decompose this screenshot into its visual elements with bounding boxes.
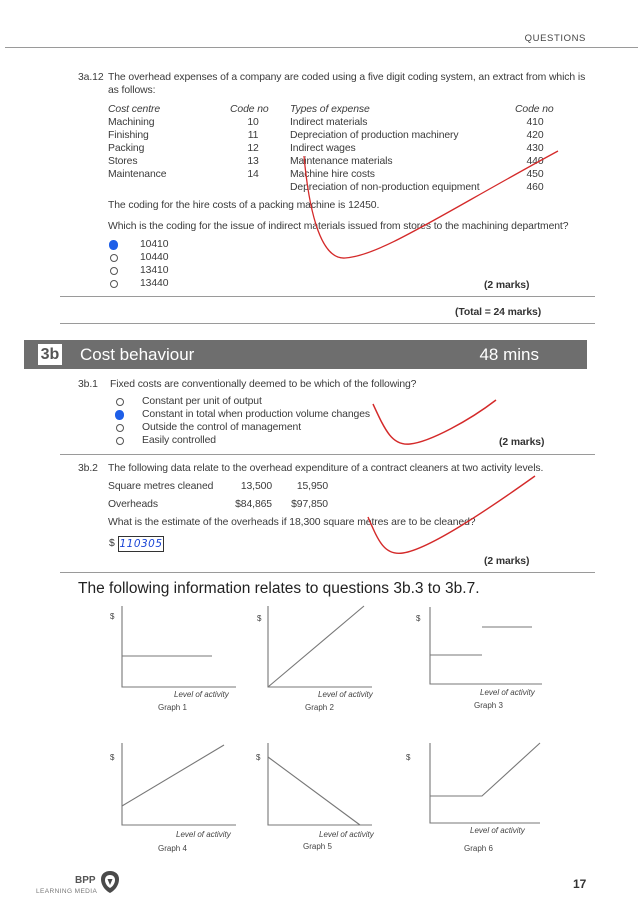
option-label: Constant in total when production volume changes [142, 409, 370, 420]
row-value-1: $84,865 [235, 499, 272, 510]
graph-caption: Graph 3 [474, 701, 503, 710]
running-header: QUESTIONS [524, 33, 586, 44]
divider [60, 323, 595, 324]
section-time: 48 mins [479, 345, 539, 364]
cost-centre-code: 11 [247, 130, 259, 141]
q3a12-marks: (2 marks) [484, 280, 530, 291]
cost-centre-code: 10 [247, 117, 259, 128]
graph-caption: Graph 1 [158, 703, 187, 712]
q3a12-number: 3a.12 [78, 72, 104, 83]
col-header-code-no-1: Code no [230, 104, 269, 115]
cost-centre-code: 13 [247, 156, 259, 167]
radio-option-13410[interactable] [110, 267, 118, 275]
expense-name: Indirect materials [290, 117, 368, 128]
option-label: Constant per unit of output [142, 396, 262, 407]
option-label: 10410 [140, 239, 169, 250]
q3a12-example: The coding for the hire costs of a packing machine is 12450. [108, 200, 380, 211]
divider [60, 296, 595, 297]
page-number: 17 [573, 877, 587, 891]
radio-option-easily-controlled[interactable] [116, 437, 124, 445]
expense-name: Maintenance materials [290, 156, 393, 167]
radio-option-10410[interactable] [109, 240, 118, 250]
y-axis-label: $ [257, 614, 262, 623]
expense-name: Indirect wages [290, 143, 356, 154]
option-label: 13410 [140, 265, 169, 276]
cost-centre-code: 14 [247, 169, 259, 180]
cost-centre-name: Stores [108, 156, 138, 167]
x-axis-label: Level of activity [176, 830, 231, 839]
expense-code: 420 [526, 130, 544, 141]
row-value-1: 13,500 [240, 481, 272, 492]
x-axis-label: Level of activity [318, 690, 373, 699]
section-code: 3b [38, 344, 62, 365]
row-value-2: 15,950 [296, 481, 328, 492]
q3b2-question: What is the estimate of the overheads if 18,300 square metres are to be cleaned? [108, 517, 476, 528]
y-axis-label: $ [256, 753, 261, 762]
y-axis-label: $ [416, 614, 421, 623]
option-label: Easily controlled [142, 435, 216, 446]
header-rule [5, 47, 638, 48]
check-mark-icon [368, 476, 535, 553]
q3a12-question: Which is the coding for the issue of indirect materials issued from stores to the machining department? [108, 221, 569, 232]
q3b1-question: Fixed costs are conventionally deemed to be which of the following? [110, 379, 417, 390]
row-label: Square metres cleaned [108, 481, 214, 492]
section-title: Cost behaviour [80, 345, 195, 364]
divider [60, 572, 595, 573]
q3b1-number: 3b.1 [78, 379, 98, 390]
row-value-2: $97,850 [291, 499, 328, 510]
check-mark-icon [373, 400, 496, 444]
y-axis-label: $ [110, 612, 115, 621]
expense-name: Depreciation of non-production equipment [290, 182, 480, 193]
x-axis-label: Level of activity [319, 830, 374, 839]
col-header-code-no-2: Code no [515, 104, 554, 115]
radio-option-10440[interactable] [110, 254, 118, 262]
section-band [24, 340, 587, 369]
expense-name: Machine hire costs [290, 169, 375, 180]
q3a12-intro-line1: The overhead expenses of a company are coded using a five digit coding system, an extract from which is [108, 72, 586, 83]
y-axis-label: $ [406, 753, 411, 762]
brand-logo-subtext: LEARNING MEDIA [36, 888, 98, 895]
graph-caption: Graph 2 [305, 703, 334, 712]
radio-option-outside-control[interactable] [116, 424, 124, 432]
radio-option-constant-per-unit[interactable] [116, 398, 124, 406]
row-label: Overheads [108, 499, 158, 510]
expense-code: 440 [526, 156, 544, 167]
cost-centre-code: 12 [247, 143, 259, 154]
section-total-marks: (Total = 24 marks) [455, 307, 542, 318]
x-axis-label: Level of activity [470, 826, 525, 835]
radio-option-constant-in-total[interactable] [115, 410, 124, 420]
cost-centre-name: Maintenance [108, 169, 167, 180]
expense-code: 450 [526, 169, 544, 180]
cost-centre-name: Packing [108, 143, 145, 154]
option-label: 13440 [140, 278, 169, 289]
x-axis-label: Level of activity [174, 690, 229, 699]
option-label: 10440 [140, 252, 169, 263]
cost-centre-name: Machining [108, 117, 155, 128]
radio-option-13440[interactable] [110, 280, 118, 288]
graph-caption: Graph 4 [158, 844, 187, 853]
q3b2-number: 3b.2 [78, 463, 98, 474]
expense-code: 410 [526, 117, 544, 128]
col-header-types-of-expense: Types of expense [290, 104, 370, 115]
expense-code: 430 [526, 143, 544, 154]
brand-logo-text: BPP [75, 875, 96, 886]
expense-name: Depreciation of production machinery [290, 130, 459, 141]
col-header-cost-centre: Cost centre [108, 104, 161, 115]
graph-caption: Graph 6 [464, 844, 493, 853]
graph-caption: Graph 5 [303, 842, 332, 851]
cost-centre-name: Finishing [108, 130, 149, 141]
y-axis-label: $ [110, 753, 115, 762]
divider [60, 454, 595, 455]
q3b2-marks: (2 marks) [484, 556, 530, 567]
x-axis-label: Level of activity [480, 688, 535, 697]
answer-input[interactable]: 110305 [119, 538, 163, 550]
info-heading: The following information relates to questions 3b.3 to 3b.7. [78, 580, 480, 597]
expense-code: 460 [526, 182, 544, 193]
q3b1-marks: (2 marks) [499, 437, 545, 448]
option-label: Outside the control of management [142, 422, 302, 433]
lion-shield-icon [100, 870, 120, 894]
q3b2-intro: The following data relate to the overhead expenditure of a contract cleaners at two activity levels. [108, 463, 544, 474]
q3a12-intro-line2: as follows: [108, 85, 156, 96]
currency-symbol: $ [109, 538, 115, 549]
graph-lines [122, 606, 542, 825]
